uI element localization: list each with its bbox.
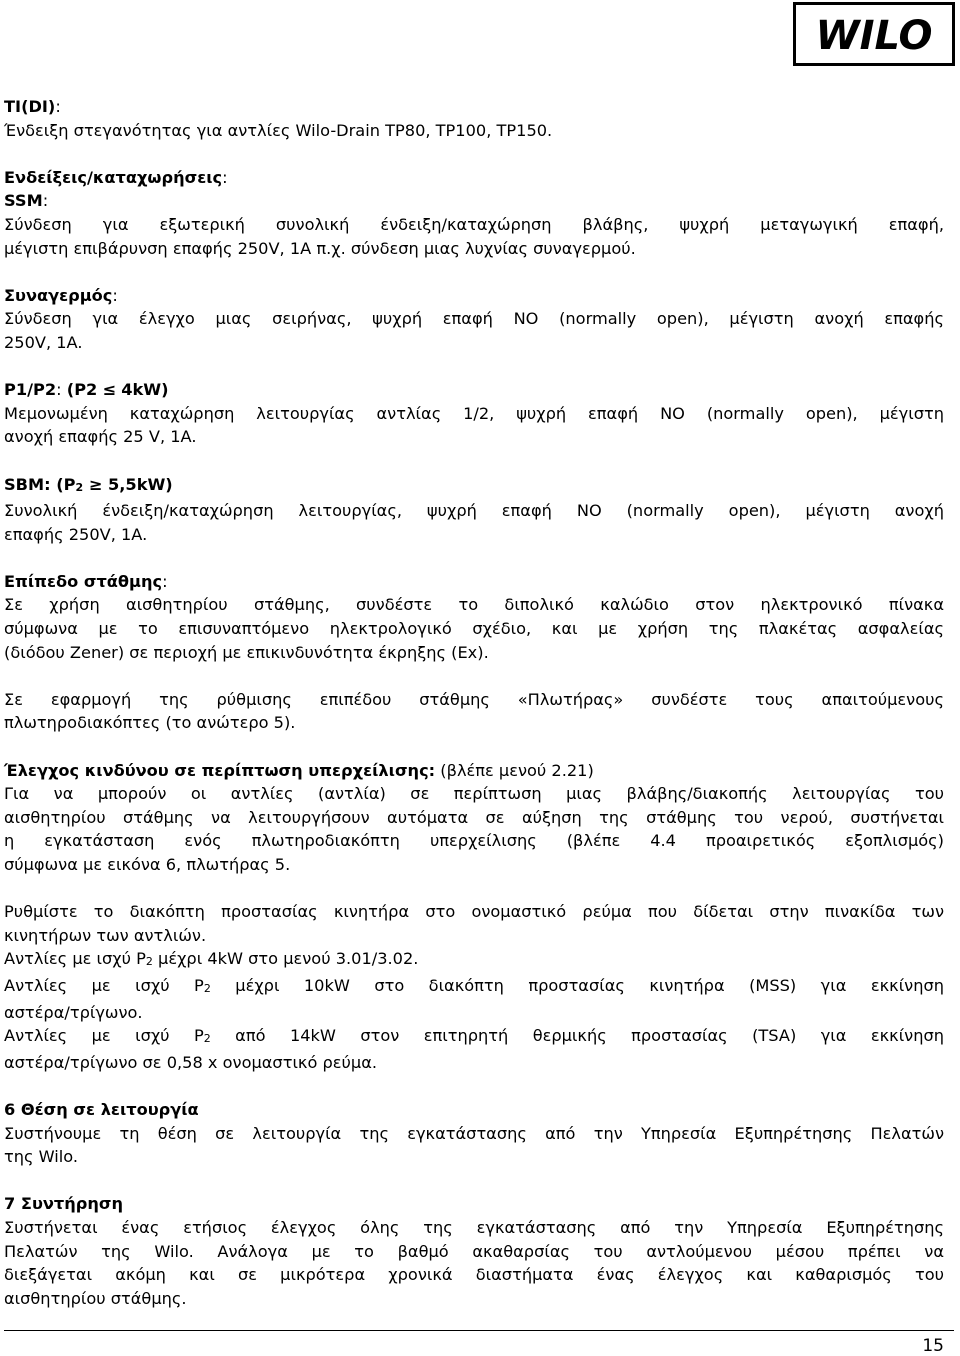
- section-alarm: Συναγερμός: Σύνδεση για έλεγχο μιας σειρήνας, ψυχρή επαφή NO (normally open), μέγιστη ανοχή επαφής 250V, 1A.: [4, 284, 944, 355]
- paragraph-line: μέγιστη επιβάρυνση επαφής 250V, 1A π.χ. σύνδεση μιας λυχνίας συναγερμού.: [4, 238, 636, 258]
- paragraph-line: Σε εφαρμογή της ρύθμισης επιπέδου στάθμης «Πλωτήρας» συνδέστε τους απαιτούμενους: [4, 689, 944, 709]
- section-commissioning: [4, 1098, 944, 1169]
- paragraph-line: της Wilo.: [4, 1147, 79, 1167]
- paragraph-line: Για να μπορούν οι αντλίες (αντλία) σε περίπτωση μιας βλάβης/διακοπής λειτουργίας του: [4, 784, 944, 804]
- greater-equal-symbol: ≥: [88, 474, 103, 494]
- paragraph-line: επαφής 250V, 1A.: [4, 524, 148, 544]
- paragraph-line: Αντλίες με ισχύ P2 μέχρι 10kW στο διακόπτη προστασίας κινητήρα (MSS) για εκκίνηση: [4, 975, 944, 995]
- paragraph-line: διεξάγεται ακόμη και σε μικρότερα χρονικά διαστήματα ένας έλεγχος και καθαρισμός του: [4, 1265, 944, 1285]
- paragraph-line: Αντλίες με ισχύ P2 από 14kW στον επιτηρητή θερμικής προστασίας (TSA) για εκκίνηση: [4, 1026, 944, 1046]
- section-heading: TI(DI): [4, 97, 56, 116]
- section-level: Επίπεδο στάθμης: Σε χρήση αισθητηρίου στάθμης, συνδέστε το διπολικό καλώδιο στον ηλεκτρονικό πίνακα σύμφωνα με το επισυναπτόμενο ηλεκτρολογικό σχέδιο, και με χρήση της πλακέτας ασφαλείας (διόδου Zener) σε περιοχή με επικινδυνότητα έκρηξης (Ex).: [4, 570, 944, 664]
- section-heading: Έλεγχος κινδύνου σε περίπτωση υπερχείλισης:: [4, 760, 436, 780]
- section-sbm: SBM: (P2 ≥ 5,5kW) Συνολική ένδειξη/καταχώρηση λειτουργίας, ψυχρή επαφή NO (normally open), μέγιστη ανοχή επαφής 250V, 1A.: [4, 473, 944, 547]
- section-heading: Επίπεδο στάθμης: [4, 571, 163, 591]
- paragraph-line: Συνολική ένδειξη/καταχώρηση λειτουργίας, ψυχρή επαφή NO (normally open), μέγιστη ανοχή: [4, 501, 944, 521]
- paragraph-line: Μεμονωμένη καταχώρηση λειτουργίας αντλίας 1/2, ψυχρή επαφή NO (normally open), μέγιστη: [4, 403, 944, 423]
- paragraph-line: αισθητηρίου στάθμης.: [4, 1288, 187, 1308]
- paragraph-line: κινητήρων των αντλιών.: [4, 925, 207, 945]
- paragraph-line: η εγκατάσταση ενός πλωτηροδιακόπτη υπερχείλισης (βλέπε 4.4 προαιρετικός εξοπλισμός): [4, 831, 944, 851]
- wilo-logo-graphic: [796, 5, 952, 63]
- section-level-float: [4, 688, 944, 735]
- section-tidi: TI(DI): Ένδειξη στεγανότητας για αντλίες Wilo-Drain TP80, TP100, TP150.: [4, 95, 944, 142]
- paragraph-line: Σε χρήση αισθητηρίου στάθμης, συνδέστε το διπολικό καλώδιο στον ηλεκτρονικό πίνακα: [4, 595, 944, 615]
- paragraph-line: Ρυθμίστε το διακόπτη προστασίας κινητήρα στο ονομαστικό ρεύμα που δίδεται στην πινακίδα των: [4, 902, 944, 922]
- paragraph-line: Πελατών της Wilo. Ανάλογα με το βαθμό ακαθαρσίας του αντλούμενου μέσου πρέπει να: [4, 1241, 944, 1261]
- footer-divider: [4, 1330, 954, 1331]
- paragraph-line: Συστήνουμε τη θέση σε λειτουργία της εγκατάστασης από την Υπηρεσία Εξυπηρέτησης Πελατών: [4, 1123, 944, 1143]
- wilo-logo-text: WILO: [815, 13, 933, 59]
- paragraph-line: Σύνδεση για εξωτερική συνολική ένδειξη/καταχώρηση βλάβης, ψυχρή μεταγωγική επαφή,: [4, 214, 944, 234]
- sbm-label: SBM:: [4, 474, 51, 494]
- section-heading: Συναγερμός: [4, 285, 113, 305]
- paragraph-line: αισθητηρίου στάθμης να λειτουργήσουν αυτόματα σε αύξηση της στάθμης του νερού, συστήνεται: [4, 807, 944, 827]
- section-overflow: [4, 759, 944, 877]
- section-indications: Ενδείξεις/καταχωρήσεις: SSM: Σύνδεση για εξωτερική συνολική ένδειξη/καταχώρηση βλάβης, ψυχρή μεταγωγική επαφή, μέγιστη επιβάρυνση επαφής 250V, 1A π.χ. σύνδεση μιας λυχνίας συναγερμού.: [4, 166, 944, 260]
- paragraph-line: Συστήνεται ένας ετήσιος έλεγχος όλης της εγκατάστασης από την Υπηρεσία Εξυπηρέτησης: [4, 1217, 944, 1237]
- menu-reference: (βλέπε μενού 2.21): [435, 760, 594, 780]
- paragraph-line: αστέρα/τρίγωνο σε 0,58 x ονομαστικό ρεύμα.: [4, 1052, 378, 1072]
- section-heading: 6 Θέση σε λειτουργία: [4, 1099, 199, 1119]
- less-equal-symbol: ≤: [102, 380, 117, 400]
- ssm-label: SSM: [4, 191, 43, 211]
- section-maintenance: [4, 1192, 944, 1310]
- paragraph-line: σύμφωνα με το επισυναπτόμενο ηλεκτρολογικό σχέδιο, και με χρήση της πλακέτας ασφαλείας: [4, 619, 944, 639]
- paragraph-line: Ένδειξη στεγανότητας για αντλίες Wilo-Drain TP80, TP100, TP150.: [4, 120, 553, 140]
- section-p1p2: P1/P2: (P2 ≤ 4kW) Μεμονωμένη καταχώρηση λειτουργίας αντλίας 1/2, ψυχρή επαφή NO (normally open), μέγιστη ανοχή επαφής 25 V, 1A.: [4, 378, 944, 449]
- document-body: [4, 95, 944, 1310]
- wilo-logo: [793, 2, 955, 66]
- paragraph-line: ανοχή επαφής 25 V, 1A.: [4, 427, 197, 447]
- page-number: 15: [922, 1336, 944, 1356]
- paragraph-line: 250V, 1A.: [4, 332, 83, 352]
- paragraph-line: Σύνδεση για έλεγχο μιας σειρήνας, ψυχρή επαφή NO (normally open), μέγιστη ανοχή επαφής: [4, 309, 944, 329]
- paragraph-line: πλωτηροδιακόπτες (το ανώτερο 5).: [4, 713, 296, 733]
- section-heading: 7 Συντήρηση: [4, 1194, 124, 1214]
- paragraph-line: Αντλίες με ισχύ P2 μέχρι 4kW στο μενού 3.01/3.02.: [4, 949, 419, 969]
- section-heading: Ενδείξεις/καταχωρήσεις: [4, 167, 223, 187]
- paragraph-line: σύμφωνα με εικόνα 6, πλωτήρας 5.: [4, 855, 291, 874]
- paragraph-line: αστέρα/τρίγωνο.: [4, 1002, 143, 1022]
- paragraph-line: (διόδου Zener) σε περιοχή με επικινδυνότητα έκρηξης (Ex).: [4, 642, 489, 662]
- p1p2-label: P1/P2: [4, 380, 57, 400]
- section-motor-protection: [4, 900, 944, 1074]
